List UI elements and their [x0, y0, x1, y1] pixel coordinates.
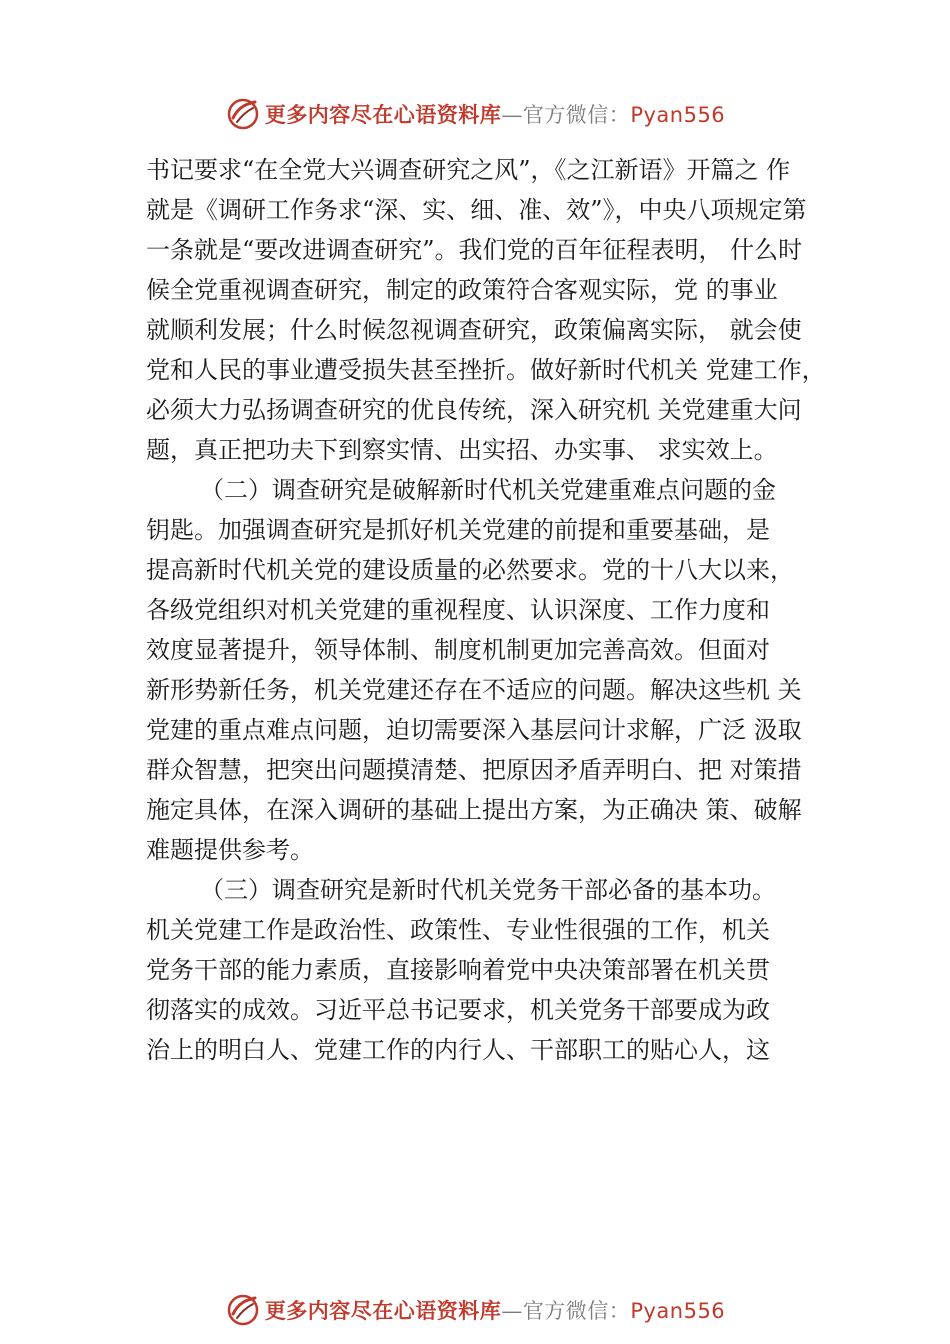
text-line: 一条就是“要改进调查研究”。我们党的百年征程表明， 什么时	[146, 236, 803, 264]
text-line: （三）调查研究是新时代机关党务干部必备的基本功。	[200, 876, 776, 904]
banner-wechat-label: 官方微信：	[522, 1299, 631, 1323]
text-line: 就是《调研工作务求“深、实、细、准、效”》，中央八项规定第	[146, 196, 807, 224]
text-line: 书记要求“在全党大兴调查研究之风”，《之江新语》开篇之 作	[146, 156, 791, 184]
banner-wechat-id: Pyan556	[630, 1299, 726, 1323]
text-line: 提高新时代机关党的建设质量的必然要求。党的十八大以来，	[146, 556, 794, 584]
text-line: （二）调查研究是破解新时代机关党建重难点问题的金	[200, 476, 776, 504]
banner-main-text: 更多内容尽在心语资料库	[264, 102, 502, 127]
brand-logo-icon	[225, 96, 261, 132]
text-line: 施定具体，在深入调研的基础上提出方案，为正确决 策、破解	[146, 796, 802, 824]
banner-wechat-label: 官方微信：	[522, 103, 631, 127]
document-body	[146, 150, 836, 1070]
banner-main-text: 更多内容尽在心语资料库	[264, 1298, 502, 1323]
banner-text	[265, 99, 725, 129]
text-line: 党务干部的能力素质，直接影响着党中央决策部署在机关贯	[146, 956, 770, 984]
footer-banner	[0, 1290, 950, 1330]
text-line: 党建的重点难点问题，迫切需要深入基层问计求解，广泛 汲取	[146, 716, 802, 744]
text-line: 就顺利发展；什么时候忽视调查研究，政策偏离实际， 就会使	[146, 316, 802, 344]
text-line: 新形势新任务，机关党建还存在不适应的问题。解决这些机 关	[146, 676, 802, 704]
text-line: 治上的明白人、党建工作的内行人、干部职工的贴心人，这	[146, 1036, 770, 1064]
text-line: 钥匙。加强调查研究是抓好机关党建的前提和重要基础，是	[146, 516, 770, 544]
banner-text	[265, 1295, 725, 1325]
text-line: 党和人民的事业遭受损失甚至挫折。做好新时代机关 党建工作，	[146, 356, 826, 384]
text-line: 必须大力弘扬调查研究的优良传统，深入研究机 关党建重大问	[146, 396, 802, 424]
text-line: 效度显著提升，领导体制、制度机制更加完善高效。但面对	[146, 636, 770, 664]
banner-dash: —	[501, 1299, 523, 1323]
text-line: 难题提供参考。	[146, 836, 314, 864]
text-line: 候全党重视调查研究，制定的政策符合客观实际，党 的事业	[146, 276, 778, 304]
text-line: 题，真正把功夫下到察实情、出实招、办实事、 求实效上。	[146, 436, 778, 464]
text-line: 机关党建工作是政治性、政策性、专业性很强的工作，机关	[146, 916, 770, 944]
text-line: 各级党组织对机关党建的重视程度、认识深度、工作力度和	[146, 596, 770, 624]
banner-dash: —	[501, 103, 523, 127]
brand-logo-icon	[225, 1292, 261, 1328]
header-banner	[0, 94, 950, 134]
text-line: 彻落实的成效。习近平总书记要求，机关党务干部要成为政	[146, 996, 770, 1024]
banner-wechat-id: Pyan556	[630, 103, 726, 127]
text-line: 群众智慧，把突出问题摸清楚、把原因矛盾弄明白、把 对策措	[146, 756, 802, 784]
